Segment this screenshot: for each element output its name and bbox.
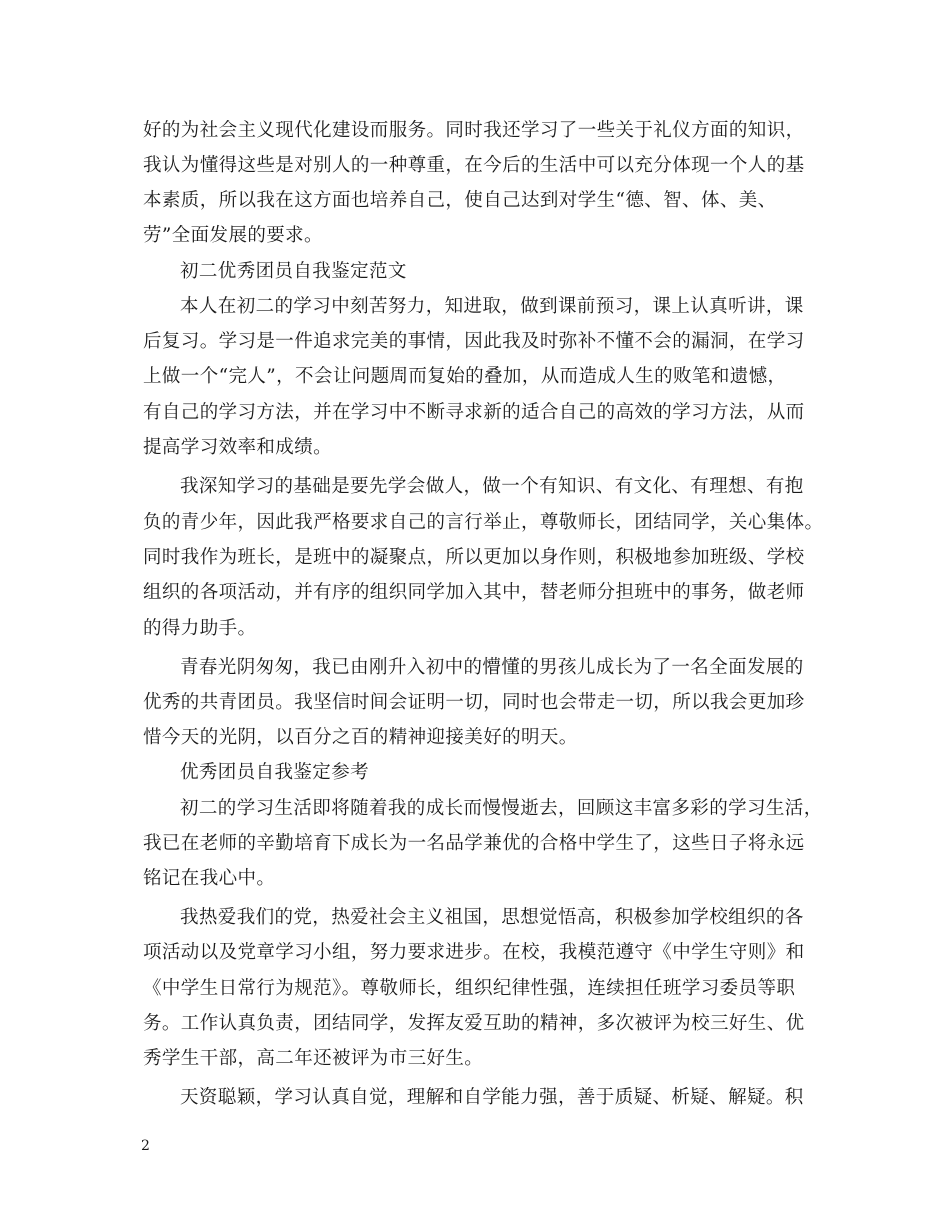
text-line: 好的为社会主义现代化建设而服务。同时我还学习了一些关于礼仪方面的知识， — [143, 120, 805, 141]
text-line: 劳”全面发展的要求。 — [143, 225, 323, 246]
text-line: 我认为懂得这些是对别人的一种尊重，在今后的生活中可以充分体现一个人的基 — [143, 155, 805, 176]
text-line: 秀学生干部，高二年还被评为市三好生。 — [143, 1048, 484, 1069]
paragraph-start-line: 天资聪颖，学习认真自觉，理解和自学能力强，善于质疑、析疑、解疑。积 — [180, 1087, 804, 1108]
text-line: 的得力助手。 — [143, 618, 257, 639]
text-line: 后复习。学习是一件追求完美的事情，因此我及时弥补不懂不会的漏洞，在学习 — [143, 331, 805, 352]
text-line: 优秀的共青团员。我坚信时间会证明一切，同时也会带走一切，所以我会更加珍 — [143, 692, 805, 713]
section-heading: 初二优秀团员自我鉴定范文 — [180, 261, 407, 282]
text-line: 惜今天的光阴，以百分之百的精神迎接美好的明天。 — [143, 727, 578, 748]
text-line: 我已在老师的辛勤培育下成长为一名品学兼优的合格中学生了，这些日子将永远 — [143, 833, 805, 854]
text-line: 上做一个“完人”，不会让问题周而复始的叠加，从而造成人生的败笔和遗憾， — [143, 366, 787, 387]
paragraph-start-line: 初二的学习生活即将随着我的成长而慢慢逝去，回顾这丰富多彩的学习生活， — [180, 798, 823, 819]
text-line: 铭记在我心中。 — [143, 868, 276, 889]
paragraph-start-line: 我深知学习的基础是要先学会做人，做一个有知识、有文化、有理想、有抱 — [180, 476, 804, 497]
text-line: 提高学习效率和成绩。 — [143, 437, 333, 458]
text-line: 有自己的学习方法，并在学习中不断寻求新的适合自己的高效的学习方法，从而 — [143, 402, 805, 423]
text-line: 务。工作认真负责，团结同学，发挥友爱互助的精神，多次被评为校三好生、优 — [143, 1013, 805, 1034]
paragraph-start-line: 本人在初二的学习中刻苦努力，知进取，做到课前预习，课上认真听讲，课 — [180, 296, 804, 317]
section-heading: 优秀团员自我鉴定参考 — [180, 762, 370, 783]
text-line: 本素质，所以我在这方面也培养自己，使自己达到对学生“德、智、体、美、 — [143, 190, 777, 211]
paragraph-start-line: 我热爱我们的党，热爱社会主义祖国，思想觉悟高，积极参加学校组织的各 — [180, 907, 804, 928]
text-line: 组织的各项活动，并有序的组织同学加入其中，替老师分担班中的事务，做老师 — [143, 582, 805, 603]
page-number: 2 — [141, 1138, 150, 1154]
text-line: 负的青少年，因此我严格要求自己的言行举止，尊敬师长，团结同学，关心集体。 — [143, 512, 824, 533]
text-line: 《中学生日常行为规范》。尊敬师长，组织纪律性强，连续担任班学习委员等职 — [143, 978, 796, 999]
text-line: 同时我作为班长，是班中的凝聚点，所以更加以身作则，积极地参加班级、学校 — [143, 547, 805, 568]
text-line: 项活动以及党章学习小组，努力要求进步。在校，我模范遵守《中学生守则》和 — [143, 942, 805, 963]
paragraph-start-line: 青春光阴匆匆，我已由刚升入初中的懵懂的男孩儿成长为了一名全面发展的 — [180, 657, 804, 678]
